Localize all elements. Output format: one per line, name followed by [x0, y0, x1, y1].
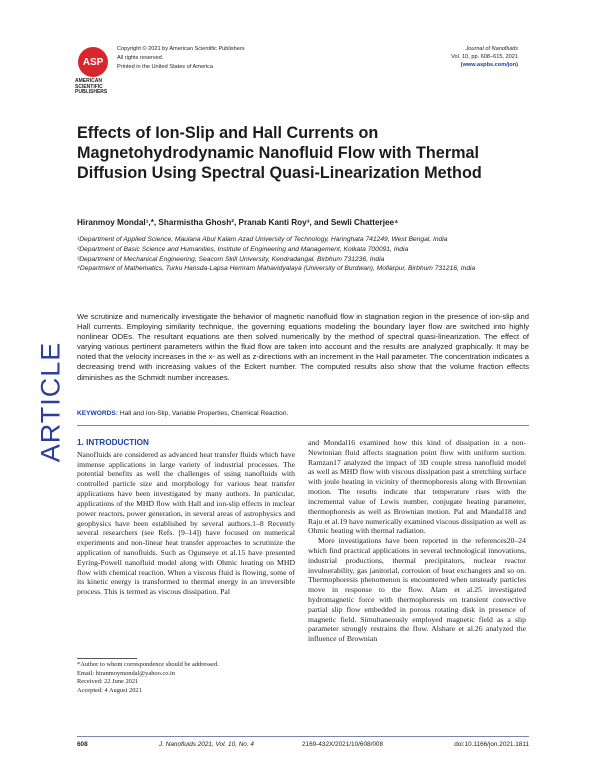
asp-logo-mark: ASP — [78, 47, 108, 77]
email-note: Email: hiranmoymondal@yahoo.co.in — [77, 669, 175, 677]
body-column-left — [77, 438, 295, 597]
affiliation-item: ⁴Department of Mathematics, Turku Hansda-Lapsa Hemram Mahavidyalaya (University of Burdwan), Mollarpur, Birbhum 731216, India — [77, 265, 476, 273]
publisher-logo-text — [75, 79, 115, 96]
issn-code: 2169-432X/2021/10/608/008 — [302, 741, 384, 748]
received-date: Received: 22 June 2021 — [77, 678, 139, 685]
author-list: Hiranmoy Mondal¹,*, Sharmistha Ghosh², Pranab Kanti Roy³, and Sewli Chatterjee⁴ — [77, 218, 399, 227]
journal-url-link[interactable]: (www.aspbs.com/jon) — [460, 62, 518, 68]
accepted-date: Accepted: 4 August 2021 — [77, 686, 142, 694]
copyright-block — [117, 45, 245, 72]
intro-paragraph: More investigations have been reported in the references20–24 which find practical applications in several technological innovations, industrial productions, thermal precipitators, nuclear reactor invulnerability, gas janitorial, corrosion of heat exchangers and so on. Thermophoresis phenomenon is encountered when unsteady particles move in response to the flow. Alam et al.25 investigated hydromagnetic force with thermophoresis on transient convective partial slip flow embedded in porous rotating disk in presence of magnetic field. Simultaneously employed magnetic field as a slip parameter strongly restrains the flow. Alshare et al.26 analyzed the influence of Brownian — [308, 536, 526, 644]
body-column-right — [308, 438, 526, 644]
logo-line: AMERICAN — [75, 78, 102, 84]
footer-divider — [77, 736, 529, 737]
article-side-label: ARTICLE — [35, 341, 66, 463]
journal-name: Journal of Nanofluids — [465, 46, 518, 52]
abstract-divider — [77, 425, 529, 426]
correspondence-note: *Author to whom correspondence should be addressed. — [77, 661, 219, 668]
keywords-text: Hall and Ion-Slip, Variable Properties, Chemical Reaction. — [119, 410, 289, 417]
affiliations — [77, 235, 527, 274]
copyright-line: Copyright © 2021 by American Scientific Publishers — [117, 46, 245, 52]
keywords-line — [77, 410, 288, 417]
keywords-label: KEYWORDS: — [77, 410, 119, 417]
journal-citation: J. Nanofluids 2021, Vol. 10, No. 4 — [159, 741, 254, 748]
publisher-logo — [75, 47, 115, 96]
affiliation-item: ²Department of Basic Science and Humanities, Institute of Engineering and Management, Kolkata 700091, India — [77, 245, 409, 253]
journal-info — [451, 45, 518, 69]
journal-volume: Vol. 10, pp. 608–615, 2021 — [451, 54, 518, 60]
logo-line: SCIENTIFIC — [75, 83, 103, 90]
printed-line: Printed in the United States of America — [117, 64, 214, 70]
doi-link[interactable]: doi:10.1166/jon.2021.1811 — [454, 741, 529, 748]
footnote-divider — [77, 658, 137, 659]
page-number: 608 — [77, 741, 88, 748]
rights-line: All rights reserved. — [117, 55, 164, 61]
affiliation-item: ³Department of Mechanical Engineering, Seacom Skill University, Kendradangal, Birbhum 731236, India — [77, 255, 385, 263]
article-title: Effects of Ion-Slip and Hall Currents on Magnetohydrodynamic Nanofluid Flow with Thermal Diffusion Using Spectral Quasi-Linearization Method — [77, 124, 482, 182]
affiliation-item: ¹Department of Applied Science, Maulana Abul Kalam Azad University of Technology, Haringhata 741249, West Bengal, India — [77, 236, 448, 243]
abstract: We scrutinize and numerically investigate the behavior of magnetic nanofluid flow in stagnation region in the presence of ion-slip and Hall currents. Employing similarity technique, the governing equations modeling the boundary layer flow are switched into highly nonlinear ODEs. The resultant equations are then solved numerically by the method of spectral quasi-linearization. The effect of varying various pertinent parameters within the fluid flow are taken into account and the results are analyzed graphically. It may be noted that the velocity increases in the x- as well as z-directions with an increment in the Hall parameter. The concentration indicates a decreasing trend with increasing values of the Eckert number. The computed results also show that the volume fraction effects diminishes as the Schmidt number increases. — [77, 312, 529, 382]
intro-paragraph: and Mondal16 examined how this kind of dissipation in a non-Newtonian fluid affects stagnation point flow with uniform suction. Ramzan17 analyzed the impact of 3D couple stress nanofluid model as well as MHD flow with viscous dissipation past a stretching surface with joule heating in vicinity of thermophoresis along with Brownian motion. The results indicate that temperature rises with the incremental value of Lewis number, conjugate heating parameter, thermophoresis as well as Brownian motion. Pal and Mandal18 and Raju et al.19 have numerically examined viscous dissipation as well as Ohmic heating with thermal radiation. — [308, 438, 526, 536]
section-heading: 1. INTRODUCTION — [77, 438, 149, 447]
logo-line: PUBLISHERS — [75, 89, 108, 96]
footnotes — [77, 661, 295, 695]
intro-paragraph: Nanofluids are considered as advanced heat transfer fluids which have immense applications in large variety of industrial processes. The potential benefits as well the challenges of using nanofluids with controlled particle size and morphology for various heat transfer applications have been investigated by many authors. In particular, applications of the MHD flow with Hall and ion-slip effects in nuclear power reactors, power generation, in several areas of astrophysics and geophysics have been established by several authors.1–8 Recently several researchers (see Refs. [9–14]) have focused on numerical experiments and non-linear heat transfer approaches to scrutinize the application of nanofluids. Such as Ogunseye et al.15 have presented Eyring-Powell nanofluid model along with Ohmic heating on MHD flow with chemical reaction. When a viscous fluid is flowing, some of its kinetic energy is transformed to thermal energy in an irreversible process. This is termed as viscous dissipation. Pal — [77, 449, 295, 597]
